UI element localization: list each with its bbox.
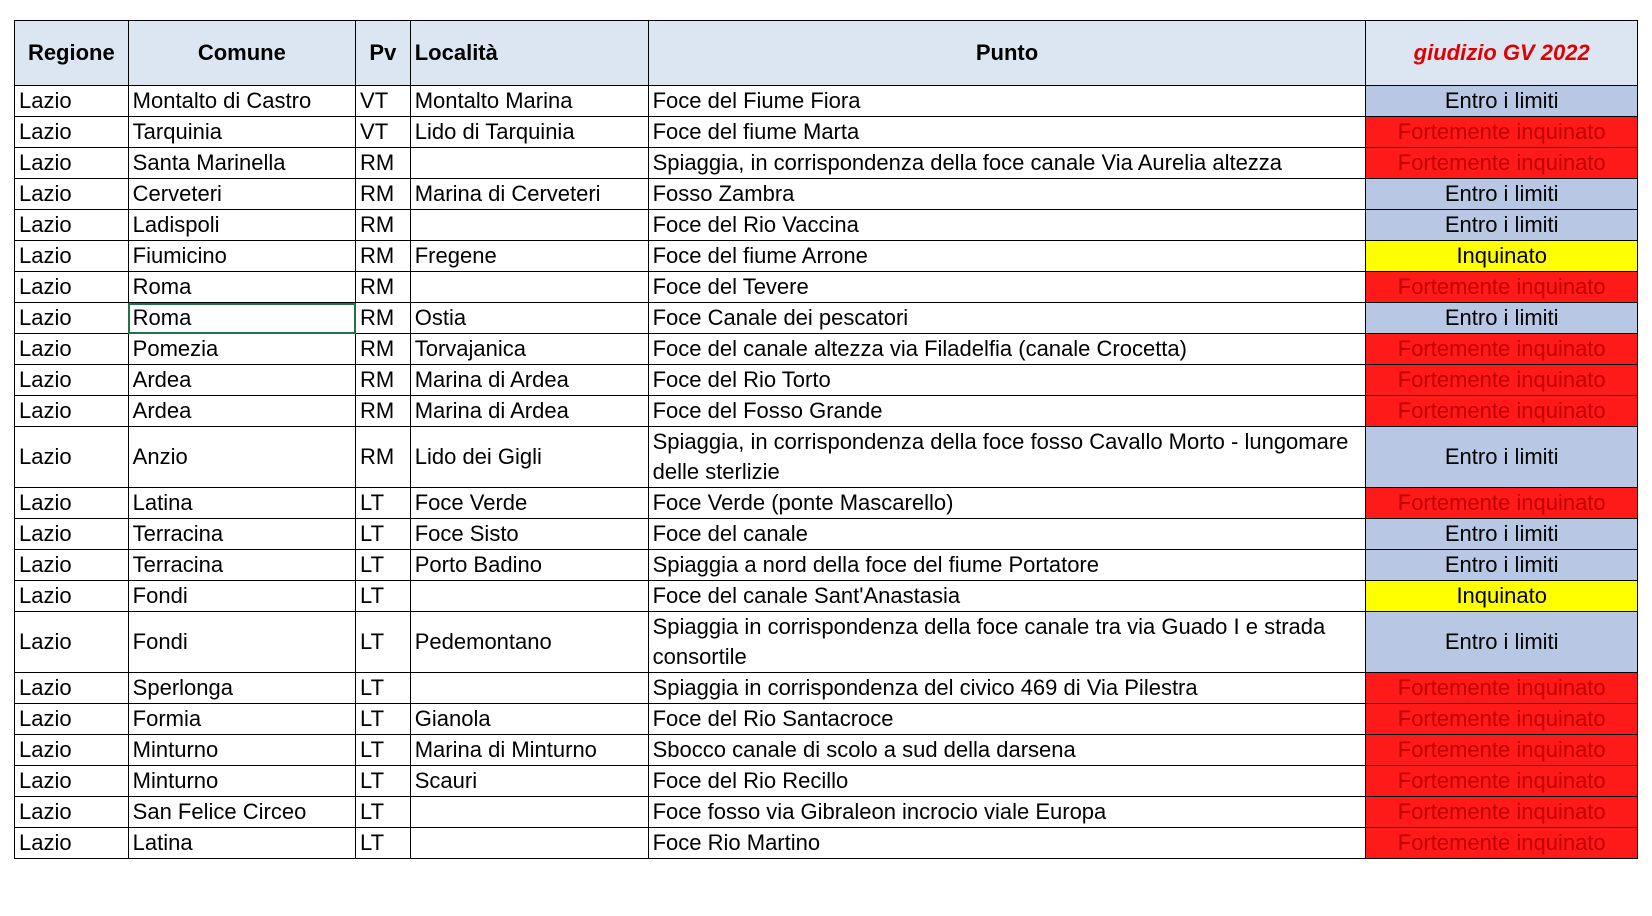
cell-regione[interactable]: Lazio bbox=[15, 86, 129, 117]
table-row bbox=[15, 519, 1638, 550]
cell-localita[interactable]: Lido di Tarquinia bbox=[410, 117, 648, 148]
cell-punto[interactable]: Foce del Tevere bbox=[648, 272, 1366, 303]
cell-regione[interactable]: Lazio bbox=[15, 117, 129, 148]
header-comune[interactable]: Comune bbox=[128, 21, 355, 86]
cell-punto[interactable]: Foce del canale altezza via Filadelfia (canale Crocetta) bbox=[648, 334, 1366, 365]
cell-comune[interactable]: Terracina bbox=[128, 550, 355, 581]
table-row bbox=[15, 334, 1638, 365]
cell-punto[interactable]: Foce del canale Sant'Anastasia bbox=[648, 581, 1366, 612]
cell-pv[interactable]: LT bbox=[356, 704, 411, 735]
cell-punto[interactable]: Foce del Fiume Fiora bbox=[648, 86, 1366, 117]
cell-regione[interactable]: Lazio bbox=[15, 148, 129, 179]
cell-giudizio[interactable]: Fortemente inquinato bbox=[1366, 272, 1638, 303]
table-row bbox=[15, 735, 1638, 766]
cell-comune[interactable]: Latina bbox=[128, 488, 355, 519]
table-row bbox=[15, 427, 1638, 488]
cell-regione[interactable]: Lazio bbox=[15, 828, 129, 859]
cell-punto[interactable]: Foce del Rio Torto bbox=[648, 365, 1366, 396]
cell-regione[interactable]: Lazio bbox=[15, 210, 129, 241]
cell-giudizio[interactable]: Fortemente inquinato bbox=[1366, 704, 1638, 735]
cell-punto[interactable]: Spiaggia, in corrispondenza della foce canale Via Aurelia altezza bbox=[648, 148, 1366, 179]
cell-comune[interactable]: Ladispoli bbox=[128, 210, 355, 241]
cell-punto[interactable]: Spiaggia a nord della foce del fiume Portatore bbox=[648, 550, 1366, 581]
cell-punto[interactable]: Foce del fiume Arrone bbox=[648, 241, 1366, 272]
cell-pv[interactable]: LT bbox=[356, 735, 411, 766]
cell-giudizio[interactable]: Entro i limiti bbox=[1366, 612, 1638, 673]
cell-localita[interactable]: Gianola bbox=[410, 704, 648, 735]
cell-pv[interactable]: VT bbox=[356, 117, 411, 148]
cell-localita[interactable]: Foce Verde bbox=[410, 488, 648, 519]
cell-localita[interactable]: Foce Sisto bbox=[410, 519, 648, 550]
cell-pv[interactable]: RM bbox=[356, 210, 411, 241]
table-row bbox=[15, 766, 1638, 797]
cell-pv[interactable]: LT bbox=[356, 766, 411, 797]
cell-localita[interactable]: Ostia bbox=[410, 303, 648, 334]
cell-pv[interactable]: LT bbox=[356, 612, 411, 673]
cell-giudizio[interactable]: Fortemente inquinato bbox=[1366, 735, 1638, 766]
cell-pv[interactable]: RM bbox=[356, 396, 411, 427]
cell-giudizio[interactable]: Fortemente inquinato bbox=[1366, 828, 1638, 859]
cell-pv[interactable]: LT bbox=[356, 519, 411, 550]
cell-localita[interactable]: Pedemontano bbox=[410, 612, 648, 673]
table-row bbox=[15, 704, 1638, 735]
header-regione[interactable]: Regione bbox=[15, 21, 129, 86]
cell-comune[interactable]: Fiumicino bbox=[128, 241, 355, 272]
cell-comune[interactable]: Terracina bbox=[128, 519, 355, 550]
cell-pv[interactable]: RM bbox=[356, 241, 411, 272]
cell-punto[interactable]: Foce del Rio Recillo bbox=[648, 766, 1366, 797]
cell-giudizio[interactable]: Entro i limiti bbox=[1366, 86, 1638, 117]
cell-giudizio[interactable]: Fortemente inquinato bbox=[1366, 148, 1638, 179]
cell-punto[interactable]: Spiaggia in corrispondenza del civico 469 di Via Pilestra bbox=[648, 673, 1366, 704]
cell-comune[interactable]: Tarquinia bbox=[128, 117, 355, 148]
cell-giudizio[interactable]: Fortemente inquinato bbox=[1366, 334, 1638, 365]
cell-punto[interactable]: Foce del Rio Santacroce bbox=[648, 704, 1366, 735]
cell-localita[interactable]: Fregene bbox=[410, 241, 648, 272]
cell-comune[interactable]: Roma bbox=[128, 303, 355, 334]
cell-localita[interactable]: Marina di Cerveteri bbox=[410, 179, 648, 210]
cell-comune[interactable]: Santa Marinella bbox=[128, 148, 355, 179]
cell-pv[interactable]: LT bbox=[356, 797, 411, 828]
table-row bbox=[15, 581, 1638, 612]
cell-punto[interactable]: Foce Rio Martino bbox=[648, 828, 1366, 859]
cell-pv[interactable]: RM bbox=[356, 272, 411, 303]
cell-localita[interactable]: Marina di Ardea bbox=[410, 396, 648, 427]
cell-regione[interactable]: Lazio bbox=[15, 550, 129, 581]
cell-giudizio[interactable]: Fortemente inquinato bbox=[1366, 365, 1638, 396]
cell-punto[interactable]: Foce del Rio Vaccina bbox=[648, 210, 1366, 241]
cell-regione[interactable]: Lazio bbox=[15, 396, 129, 427]
cell-pv[interactable]: LT bbox=[356, 488, 411, 519]
cell-localita[interactable]: Montalto Marina bbox=[410, 86, 648, 117]
cell-punto[interactable]: Foce Verde (ponte Mascarello) bbox=[648, 488, 1366, 519]
cell-giudizio[interactable]: Fortemente inquinato bbox=[1366, 673, 1638, 704]
cell-pv[interactable]: RM bbox=[356, 303, 411, 334]
table-row bbox=[15, 550, 1638, 581]
cell-comune[interactable]: San Felice Circeo bbox=[128, 797, 355, 828]
table-row bbox=[15, 612, 1638, 673]
cell-localita[interactable] bbox=[410, 673, 648, 704]
cell-localita[interactable]: Marina di Ardea bbox=[410, 365, 648, 396]
cell-giudizio[interactable]: Fortemente inquinato bbox=[1366, 396, 1638, 427]
spreadsheet-table bbox=[14, 20, 1638, 859]
table-row bbox=[15, 303, 1638, 334]
cell-comune[interactable]: Minturno bbox=[128, 735, 355, 766]
cell-localita[interactable]: Porto Badino bbox=[410, 550, 648, 581]
table-row bbox=[15, 179, 1638, 210]
cell-comune[interactable]: Sperlonga bbox=[128, 673, 355, 704]
cell-localita[interactable]: Torvajanica bbox=[410, 334, 648, 365]
cell-comune[interactable]: Fondi bbox=[128, 612, 355, 673]
cell-regione[interactable]: Lazio bbox=[15, 735, 129, 766]
cell-punto[interactable]: Foce Canale dei pescatori bbox=[648, 303, 1366, 334]
cell-giudizio[interactable]: Inquinato bbox=[1366, 581, 1638, 612]
table-row bbox=[15, 86, 1638, 117]
cell-localita[interactable]: Scauri bbox=[410, 766, 648, 797]
cell-regione[interactable]: Lazio bbox=[15, 241, 129, 272]
cell-pv[interactable]: RM bbox=[356, 365, 411, 396]
cell-punto[interactable]: Fosso Zambra bbox=[648, 179, 1366, 210]
table-row bbox=[15, 797, 1638, 828]
table-row bbox=[15, 828, 1638, 859]
cell-comune[interactable]: Ardea bbox=[128, 396, 355, 427]
cell-regione[interactable]: Lazio bbox=[15, 612, 129, 673]
header-punto[interactable]: Punto bbox=[648, 21, 1366, 86]
cell-regione[interactable]: Lazio bbox=[15, 797, 129, 828]
cell-punto[interactable]: Foce fosso via Gibraleon incrocio viale Europa bbox=[648, 797, 1366, 828]
table-row bbox=[15, 396, 1638, 427]
cell-comune[interactable]: Ardea bbox=[128, 365, 355, 396]
cell-regione[interactable]: Lazio bbox=[15, 427, 129, 488]
cell-pv[interactable]: VT bbox=[356, 86, 411, 117]
cell-punto[interactable]: Foce del canale bbox=[648, 519, 1366, 550]
header-localita[interactable]: Località bbox=[410, 21, 648, 86]
table-row bbox=[15, 148, 1638, 179]
cell-comune[interactable]: Anzio bbox=[128, 427, 355, 488]
cell-regione[interactable]: Lazio bbox=[15, 179, 129, 210]
cell-pv[interactable]: RM bbox=[356, 427, 411, 488]
table-row bbox=[15, 117, 1638, 148]
table-row bbox=[15, 673, 1638, 704]
cell-regione[interactable]: Lazio bbox=[15, 272, 129, 303]
cell-giudizio[interactable]: Fortemente inquinato bbox=[1366, 117, 1638, 148]
cell-giudizio[interactable]: Entro i limiti bbox=[1366, 427, 1638, 488]
table-row bbox=[15, 210, 1638, 241]
table-row bbox=[15, 488, 1638, 519]
cell-regione[interactable]: Lazio bbox=[15, 519, 129, 550]
cell-regione[interactable]: Lazio bbox=[15, 766, 129, 797]
cell-regione[interactable]: Lazio bbox=[15, 704, 129, 735]
cell-comune[interactable]: Latina bbox=[128, 828, 355, 859]
cell-localita[interactable] bbox=[410, 210, 648, 241]
table-row bbox=[15, 272, 1638, 303]
cell-punto[interactable]: Spiaggia in corrispondenza della foce canale tra via Guado I e strada consortile bbox=[648, 612, 1366, 673]
table-row bbox=[15, 365, 1638, 396]
cell-giudizio[interactable]: Entro i limiti bbox=[1366, 550, 1638, 581]
cell-regione[interactable]: Lazio bbox=[15, 581, 129, 612]
cell-comune[interactable]: Formia bbox=[128, 704, 355, 735]
cell-pv[interactable]: LT bbox=[356, 828, 411, 859]
cell-regione[interactable]: Lazio bbox=[15, 303, 129, 334]
cell-localita[interactable] bbox=[410, 797, 648, 828]
cell-comune[interactable]: Pomezia bbox=[128, 334, 355, 365]
header-giudizio[interactable]: giudizio GV 2022 bbox=[1366, 21, 1638, 86]
cell-giudizio[interactable]: Entro i limiti bbox=[1366, 303, 1638, 334]
cell-giudizio[interactable]: Fortemente inquinato bbox=[1366, 766, 1638, 797]
header-pv[interactable]: Pv bbox=[356, 21, 411, 86]
cell-punto[interactable]: Foce del Fosso Grande bbox=[648, 396, 1366, 427]
cell-comune[interactable]: Minturno bbox=[128, 766, 355, 797]
cell-pv[interactable]: LT bbox=[356, 673, 411, 704]
cell-punto[interactable]: Spiaggia, in corrispondenza della foce fosso Cavallo Morto - lungomare delle sterlizie bbox=[648, 427, 1366, 488]
cell-comune[interactable]: Roma bbox=[128, 272, 355, 303]
table-row bbox=[15, 241, 1638, 272]
cell-comune[interactable]: Fondi bbox=[128, 581, 355, 612]
cell-pv[interactable]: RM bbox=[356, 148, 411, 179]
cell-regione[interactable]: Lazio bbox=[15, 488, 129, 519]
cell-pv[interactable]: LT bbox=[356, 550, 411, 581]
cell-localita[interactable] bbox=[410, 581, 648, 612]
cell-giudizio[interactable]: Fortemente inquinato bbox=[1366, 797, 1638, 828]
cell-comune[interactable]: Cerveteri bbox=[128, 179, 355, 210]
cell-pv[interactable]: LT bbox=[356, 581, 411, 612]
cell-pv[interactable]: RM bbox=[356, 334, 411, 365]
cell-localita[interactable] bbox=[410, 828, 648, 859]
cell-giudizio[interactable]: Inquinato bbox=[1366, 241, 1638, 272]
cell-giudizio[interactable]: Fortemente inquinato bbox=[1366, 488, 1638, 519]
cell-localita[interactable] bbox=[410, 148, 648, 179]
cell-regione[interactable]: Lazio bbox=[15, 673, 129, 704]
cell-punto[interactable]: Sbocco canale di scolo a sud della darsena bbox=[648, 735, 1366, 766]
cell-localita[interactable]: Marina di Minturno bbox=[410, 735, 648, 766]
cell-giudizio[interactable]: Entro i limiti bbox=[1366, 179, 1638, 210]
cell-regione[interactable]: Lazio bbox=[15, 334, 129, 365]
cell-localita[interactable] bbox=[410, 272, 648, 303]
cell-giudizio[interactable]: Entro i limiti bbox=[1366, 519, 1638, 550]
header-row bbox=[15, 21, 1638, 86]
cell-localita[interactable]: Lido dei Gigli bbox=[410, 427, 648, 488]
cell-comune[interactable]: Montalto di Castro bbox=[128, 86, 355, 117]
cell-giudizio[interactable]: Entro i limiti bbox=[1366, 210, 1638, 241]
cell-regione[interactable]: Lazio bbox=[15, 365, 129, 396]
cell-pv[interactable]: RM bbox=[356, 179, 411, 210]
cell-punto[interactable]: Foce del fiume Marta bbox=[648, 117, 1366, 148]
